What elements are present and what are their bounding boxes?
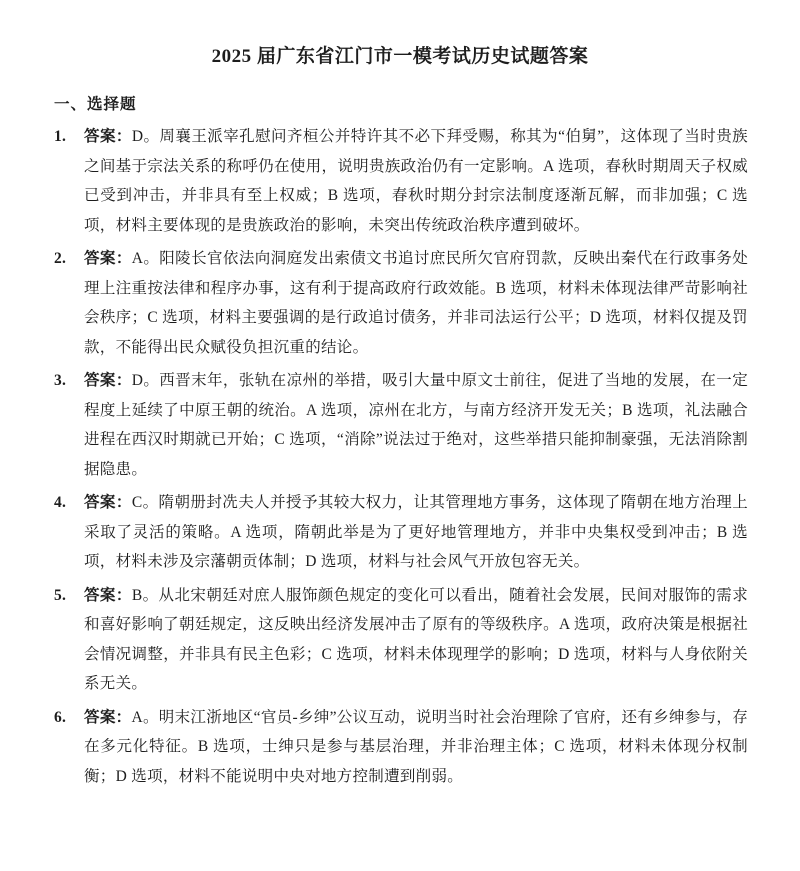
- answer-number: 2.: [54, 250, 67, 267]
- answer-number: 5.: [54, 586, 67, 604]
- answer-item-6: [52, 703, 748, 792]
- answer-label: 答案：: [84, 250, 132, 267]
- answer-label: 答案：: [84, 708, 132, 726]
- answer-item-3: [52, 366, 748, 484]
- answer-text: B。从北宋朝廷对庶人服饰颜色规定的变化可以看出，随着社会发展，民间对服饰的需求和喜好影响了朝廷规定，这反映出经济发展冲击了原有的等级秩序。A 选项，政府决策是根据社会情况调整，并非具有民主色彩；C 选项，材料未体现理学的影响；D 选项，材料与人身依附关系无关。: [84, 586, 748, 692]
- answer-text: D。西晋末年，张轨在凉州的举措，吸引大量中原文士前往，促进了当地的发展，在一定程度上延续了中原王朝的统治。A 选项，凉州在北方，与南方经济开发无关；B 选项，礼法融合进程在西汉时期就已开始；C 选项，“消除”说法过于绝对，这些举措只能抑制豪强，无法消除割据隐患。: [84, 372, 748, 478]
- page-title: 2025 届广东省江门市一模考试历史试题答案: [211, 46, 589, 67]
- answer-list: [52, 122, 748, 791]
- answer-text: C。隋朝册封冼夫人并授予其较大权力，让其管理地方事务，这体现了隋朝在地方治理上采取了灵活的策略。A 选项，隋朝此举是为了更好地管理地方，并非中央集权受到冲击；B 选项，材料未涉及宗藩朝贡体制；D 选项，材料与社会风气开放包容无关。: [84, 494, 748, 570]
- answer-label: 答案：: [84, 494, 132, 511]
- answer-text: A。阳陵长官依法向洞庭发出索债文书追讨庶民所欠官府罚款，反映出秦代在行政事务处理上注重按法律和程序办事，这有利于提高政府行政效能。B 选项，材料未体现法律严苛影响社会秩序；C 选项，材料主要强调的是行政追讨债务，并非司法运行公平；D 选项，材料仅提及罚款，不能得出民众赋役负担沉重的结论。: [84, 250, 748, 356]
- answer-number: 1.: [54, 128, 67, 145]
- answer-number: 4.: [54, 494, 67, 511]
- answer-item-2: [52, 244, 748, 362]
- answer-item-5: [52, 581, 748, 699]
- answer-label: 答案：: [84, 586, 132, 604]
- answer-label: 答案：: [84, 372, 132, 389]
- answer-text: D。周襄王派宰孔慰问齐桓公并特许其不必下拜受赐，称其为“伯舅”，这体现了当时贵族之间基于宗法关系的称呼仍在使用，说明贵族政治仍有一定影响。A 选项，春秋时期周天子权威已受到冲击，并非具有至上权威；B 选项，春秋时期分封宗法制度逐渐瓦解，而非加强；C 选项，材料主要体现的是贵族政治的影响，未突出传统政治秩序遭到破坏。: [84, 128, 748, 234]
- answer-item-4: [52, 488, 748, 577]
- answer-text: A。明末江浙地区“官员-乡绅”公议互动，说明当时社会治理除了官府，还有乡绅参与，存在多元化特征。B 选项，士绅只是参与基层治理，并非治理主体；C 选项，材料未体现分权制衡；D 选项，材料不能说明中央对地方控制遭到削弱。: [84, 708, 748, 785]
- section-heading-multiple-choice: 一、选择题: [54, 96, 137, 113]
- answer-item-1: [52, 122, 748, 240]
- answer-number: 6.: [54, 708, 67, 726]
- answer-label: 答案：: [84, 128, 132, 145]
- answer-number: 3.: [54, 372, 67, 389]
